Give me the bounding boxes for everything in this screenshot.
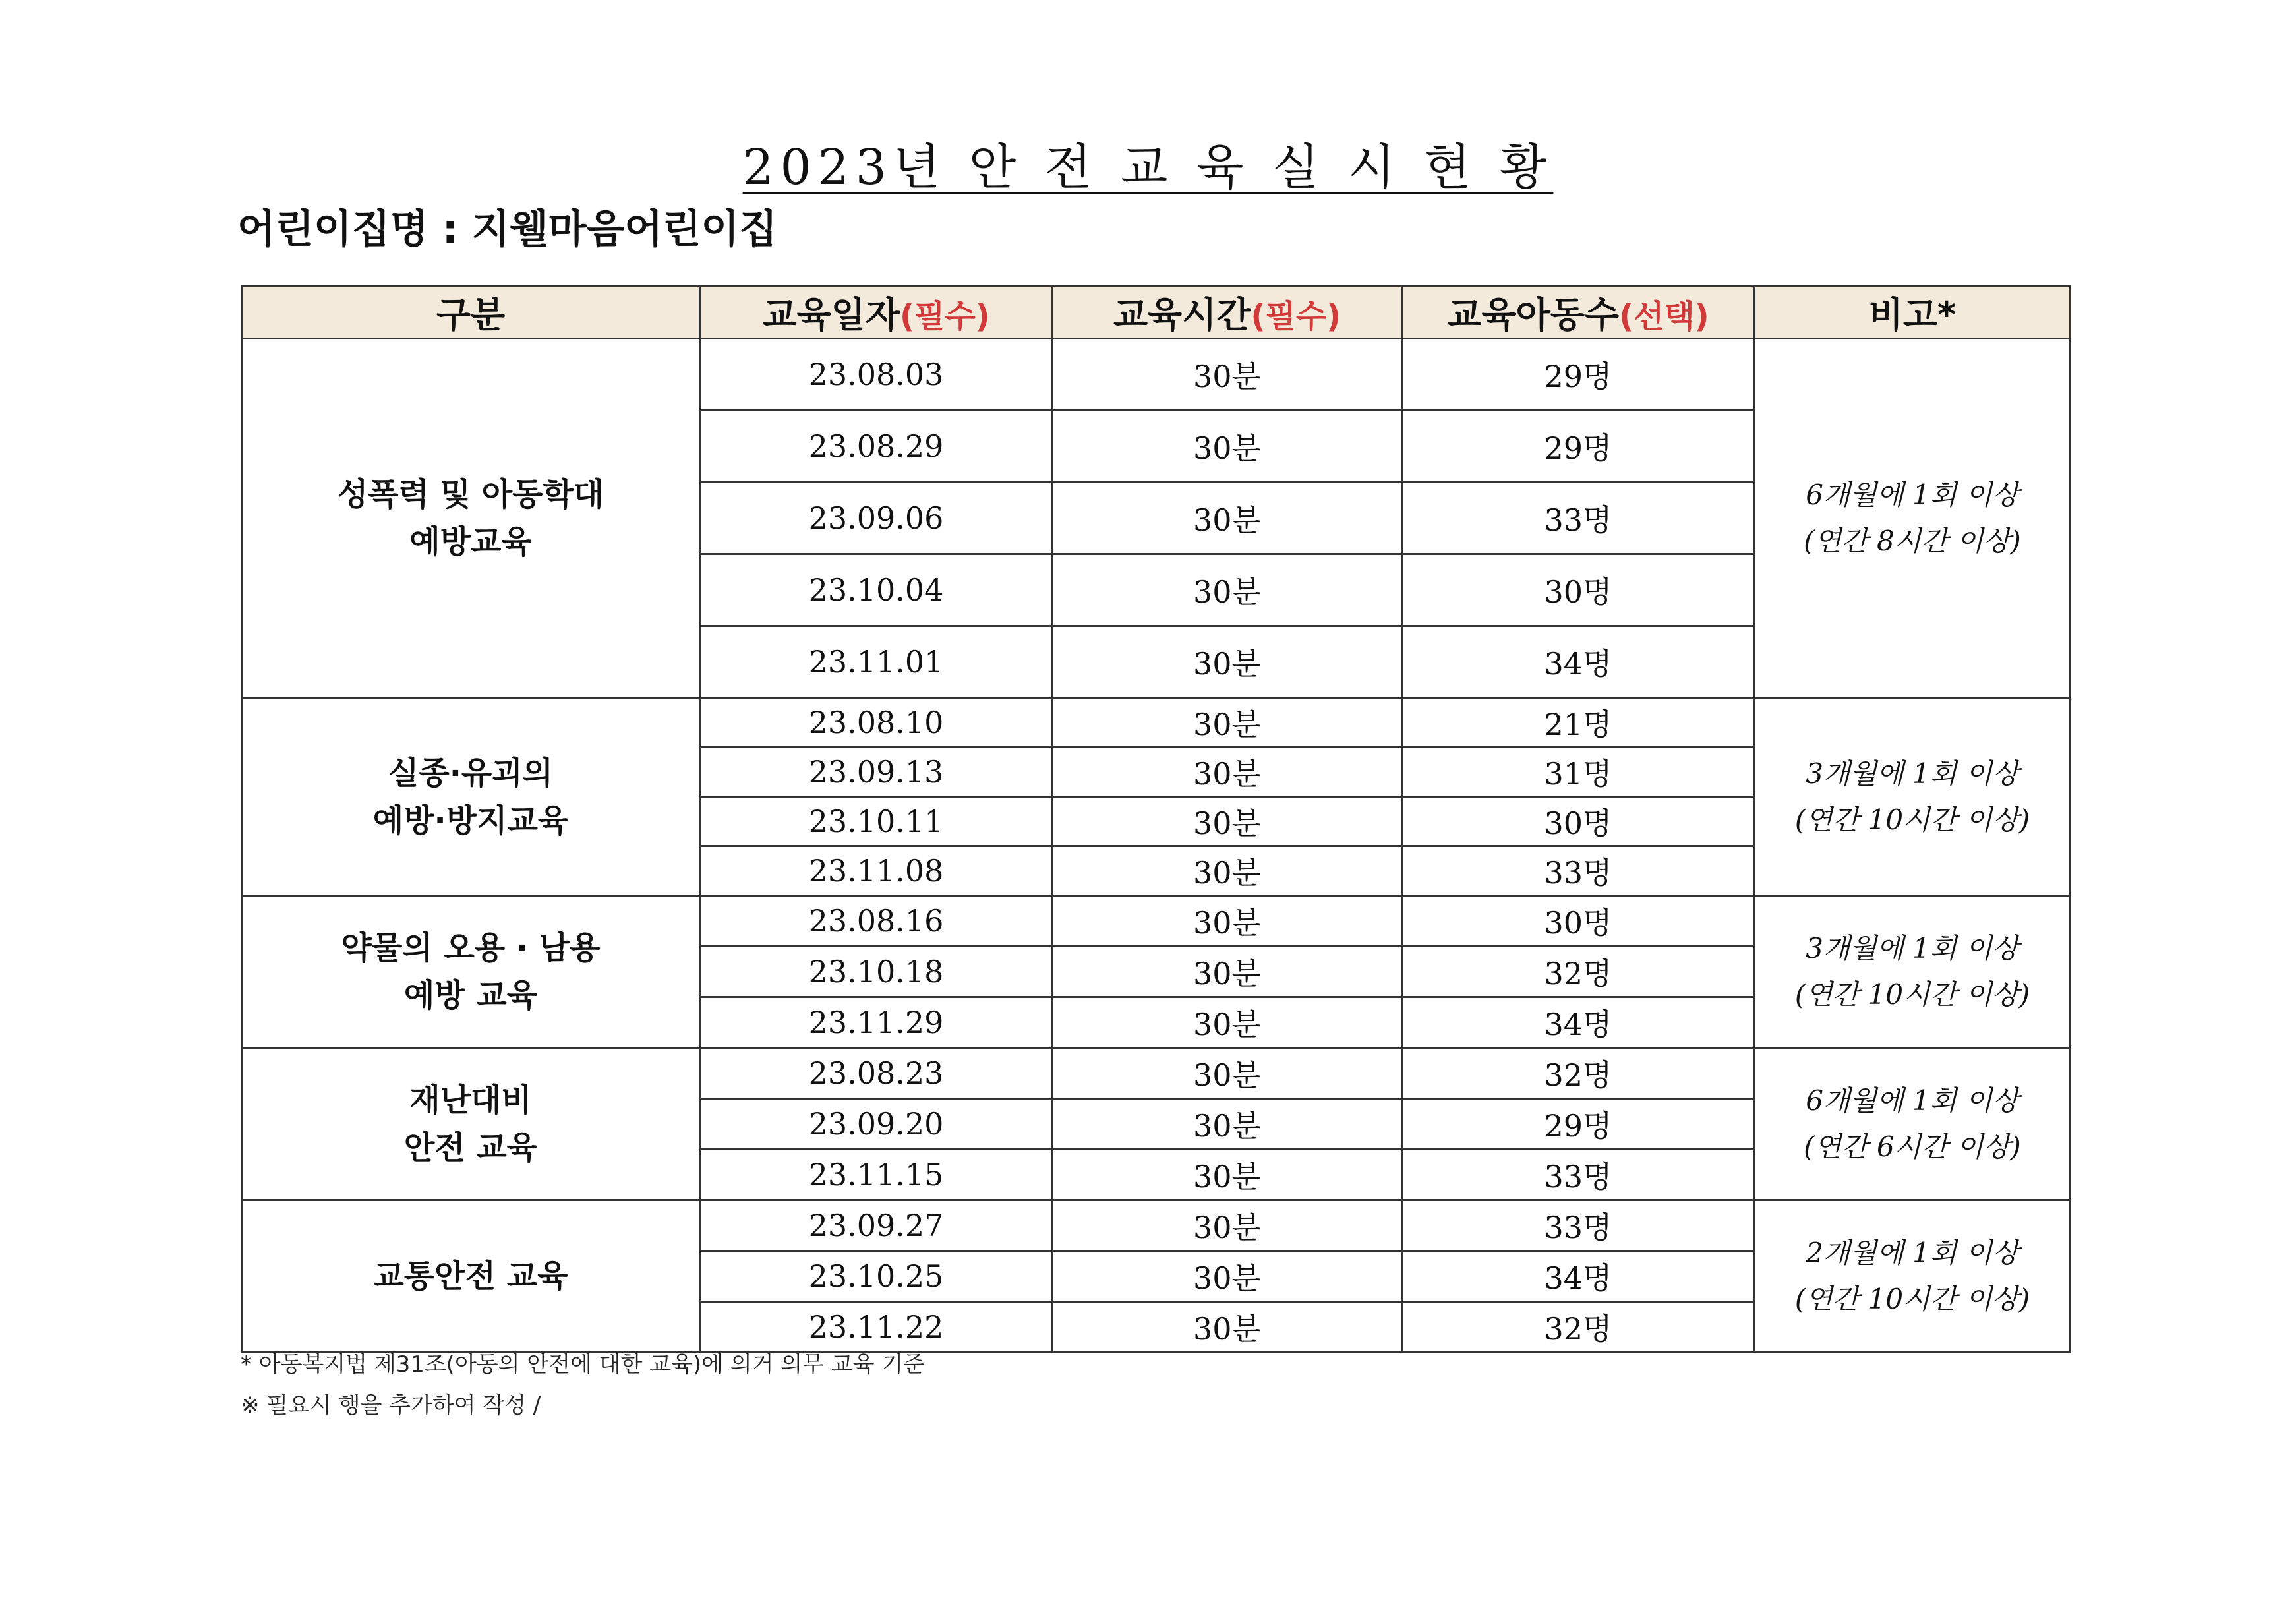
note-line-1: 2개월에 1회 이상 bbox=[1806, 1237, 2019, 1269]
category-line-1: 성폭력 및 아동학대 bbox=[337, 476, 604, 513]
date-cell: 23.10.18 bbox=[700, 947, 1053, 997]
header-date-label: 교육일자 bbox=[762, 294, 900, 336]
table-row bbox=[242, 1048, 2071, 1099]
date-cell: 23.10.11 bbox=[700, 797, 1053, 846]
date-cell: 23.08.16 bbox=[700, 896, 1053, 947]
header-children-label: 교육아동수 bbox=[1447, 294, 1620, 336]
category-line-1: 재난대비 bbox=[409, 1082, 532, 1119]
children-cell: 29명 bbox=[1402, 411, 1755, 483]
note-cell bbox=[1755, 339, 2071, 698]
date-cell: 23.11.15 bbox=[700, 1150, 1053, 1200]
time-cell: 30분 bbox=[1053, 626, 1402, 698]
time-cell: 30분 bbox=[1053, 411, 1402, 483]
note-cell bbox=[1755, 1200, 2071, 1353]
children-cell: 32명 bbox=[1402, 1302, 1755, 1353]
children-cell: 29명 bbox=[1402, 1099, 1755, 1150]
header-note bbox=[1755, 286, 2071, 339]
header-note-label: 비고* bbox=[1868, 294, 1957, 336]
header-time bbox=[1053, 286, 1402, 339]
time-cell: 30분 bbox=[1053, 997, 1402, 1048]
category-cell bbox=[242, 339, 700, 698]
table-row bbox=[242, 698, 2071, 748]
category-line-1: 실종·유괴의 bbox=[388, 754, 554, 792]
table-header-row bbox=[242, 286, 2071, 339]
header-category bbox=[242, 286, 700, 339]
time-cell: 30분 bbox=[1053, 339, 1402, 411]
date-cell: 23.08.10 bbox=[700, 698, 1053, 748]
date-cell: 23.11.08 bbox=[700, 846, 1053, 896]
time-cell: 30분 bbox=[1053, 698, 1402, 748]
children-cell: 21명 bbox=[1402, 698, 1755, 748]
table-body bbox=[242, 339, 2071, 1353]
header-time-required-tag: (필수) bbox=[1251, 298, 1341, 335]
date-cell: 23.11.22 bbox=[700, 1302, 1053, 1353]
category-line-2: 예방교육 bbox=[409, 523, 532, 560]
children-cell: 29명 bbox=[1402, 339, 1755, 411]
date-cell: 23.09.13 bbox=[700, 748, 1053, 797]
table-row bbox=[242, 339, 2071, 411]
date-cell: 23.11.29 bbox=[700, 997, 1053, 1048]
category-cell bbox=[242, 896, 700, 1048]
children-cell: 33명 bbox=[1402, 1150, 1755, 1200]
category-line-1: 약물의 오용 · 남용 bbox=[341, 929, 601, 966]
time-cell: 30분 bbox=[1053, 1302, 1402, 1353]
footnote-legal-basis: * 아동복지법 제31조(아동의 안전에 대한 교육)에 의거 의무 교육 기준 bbox=[241, 1351, 926, 1378]
category-cell bbox=[242, 1048, 700, 1200]
date-cell: 23.09.27 bbox=[700, 1200, 1053, 1251]
header-category-label: 구분 bbox=[436, 294, 506, 336]
time-cell: 30분 bbox=[1053, 1150, 1402, 1200]
header-time-label: 교육시간 bbox=[1113, 294, 1251, 336]
children-cell: 34명 bbox=[1402, 997, 1755, 1048]
category-line-2: 예방·방지교육 bbox=[372, 802, 569, 839]
children-cell: 33명 bbox=[1402, 483, 1755, 554]
note-line-2: (연간 10시간 이상) bbox=[1794, 1283, 2030, 1315]
date-cell: 23.08.23 bbox=[700, 1048, 1053, 1099]
header-date-required-tag: (필수) bbox=[900, 298, 990, 335]
date-cell: 23.08.29 bbox=[700, 411, 1053, 483]
header-children bbox=[1402, 286, 1755, 339]
children-cell: 33명 bbox=[1402, 846, 1755, 896]
category-line-2: 안전 교육 bbox=[403, 1129, 538, 1166]
date-cell: 23.10.04 bbox=[700, 554, 1053, 626]
date-cell: 23.09.20 bbox=[700, 1099, 1053, 1150]
children-cell: 34명 bbox=[1402, 626, 1755, 698]
note-cell bbox=[1755, 698, 2071, 896]
daycare-name: 어린이집명 : 지웰마음어린이집 bbox=[237, 206, 778, 252]
date-cell: 23.10.25 bbox=[700, 1251, 1053, 1302]
note-line-1: 3개월에 1회 이상 bbox=[1806, 932, 2019, 964]
time-cell: 30분 bbox=[1053, 1251, 1402, 1302]
date-cell: 23.08.03 bbox=[700, 339, 1053, 411]
page-title-text: 2023년 안 전 교 육 실 시 현 황 bbox=[742, 139, 1554, 196]
time-cell: 30분 bbox=[1053, 1048, 1402, 1099]
children-cell: 33명 bbox=[1402, 1200, 1755, 1251]
education-table bbox=[241, 285, 2071, 1353]
header-children-optional-tag: (선택) bbox=[1619, 298, 1709, 335]
footnote-add-rows: ※ 필요시 행을 추가하여 작성 / bbox=[241, 1392, 541, 1419]
time-cell: 30분 bbox=[1053, 896, 1402, 947]
children-cell: 34명 bbox=[1402, 1251, 1755, 1302]
category-line-1: 교통안전 교육 bbox=[373, 1258, 568, 1295]
children-cell: 31명 bbox=[1402, 748, 1755, 797]
children-cell: 32명 bbox=[1402, 947, 1755, 997]
date-cell: 23.09.06 bbox=[700, 483, 1053, 554]
page-title bbox=[0, 129, 2296, 198]
note-cell bbox=[1755, 896, 2071, 1048]
children-cell: 30명 bbox=[1402, 554, 1755, 626]
children-cell: 32명 bbox=[1402, 1048, 1755, 1099]
note-cell bbox=[1755, 1048, 2071, 1200]
category-line-2: 예방 교육 bbox=[403, 977, 538, 1014]
date-cell: 23.11.01 bbox=[700, 626, 1053, 698]
header-date bbox=[700, 286, 1053, 339]
table-row bbox=[242, 1200, 2071, 1251]
time-cell: 30분 bbox=[1053, 947, 1402, 997]
table-row bbox=[242, 896, 2071, 947]
note-line-2: (연간 6시간 이상) bbox=[1804, 1131, 2021, 1163]
time-cell: 30분 bbox=[1053, 1099, 1402, 1150]
children-cell: 30명 bbox=[1402, 797, 1755, 846]
note-line-1: 6개월에 1회 이상 bbox=[1806, 1084, 2019, 1117]
children-cell: 30명 bbox=[1402, 896, 1755, 947]
category-cell bbox=[242, 698, 700, 896]
time-cell: 30분 bbox=[1053, 483, 1402, 554]
time-cell: 30분 bbox=[1053, 846, 1402, 896]
time-cell: 30분 bbox=[1053, 554, 1402, 626]
note-line-1: 6개월에 1회 이상 bbox=[1806, 479, 2019, 511]
time-cell: 30분 bbox=[1053, 797, 1402, 846]
category-cell bbox=[242, 1200, 700, 1353]
note-line-2: (연간 8시간 이상) bbox=[1804, 525, 2021, 557]
note-line-2: (연간 10시간 이상) bbox=[1794, 803, 2030, 836]
note-line-2: (연간 10시간 이상) bbox=[1794, 978, 2030, 1011]
note-line-1: 3개월에 1회 이상 bbox=[1806, 757, 2019, 790]
time-cell: 30분 bbox=[1053, 1200, 1402, 1251]
time-cell: 30분 bbox=[1053, 748, 1402, 797]
